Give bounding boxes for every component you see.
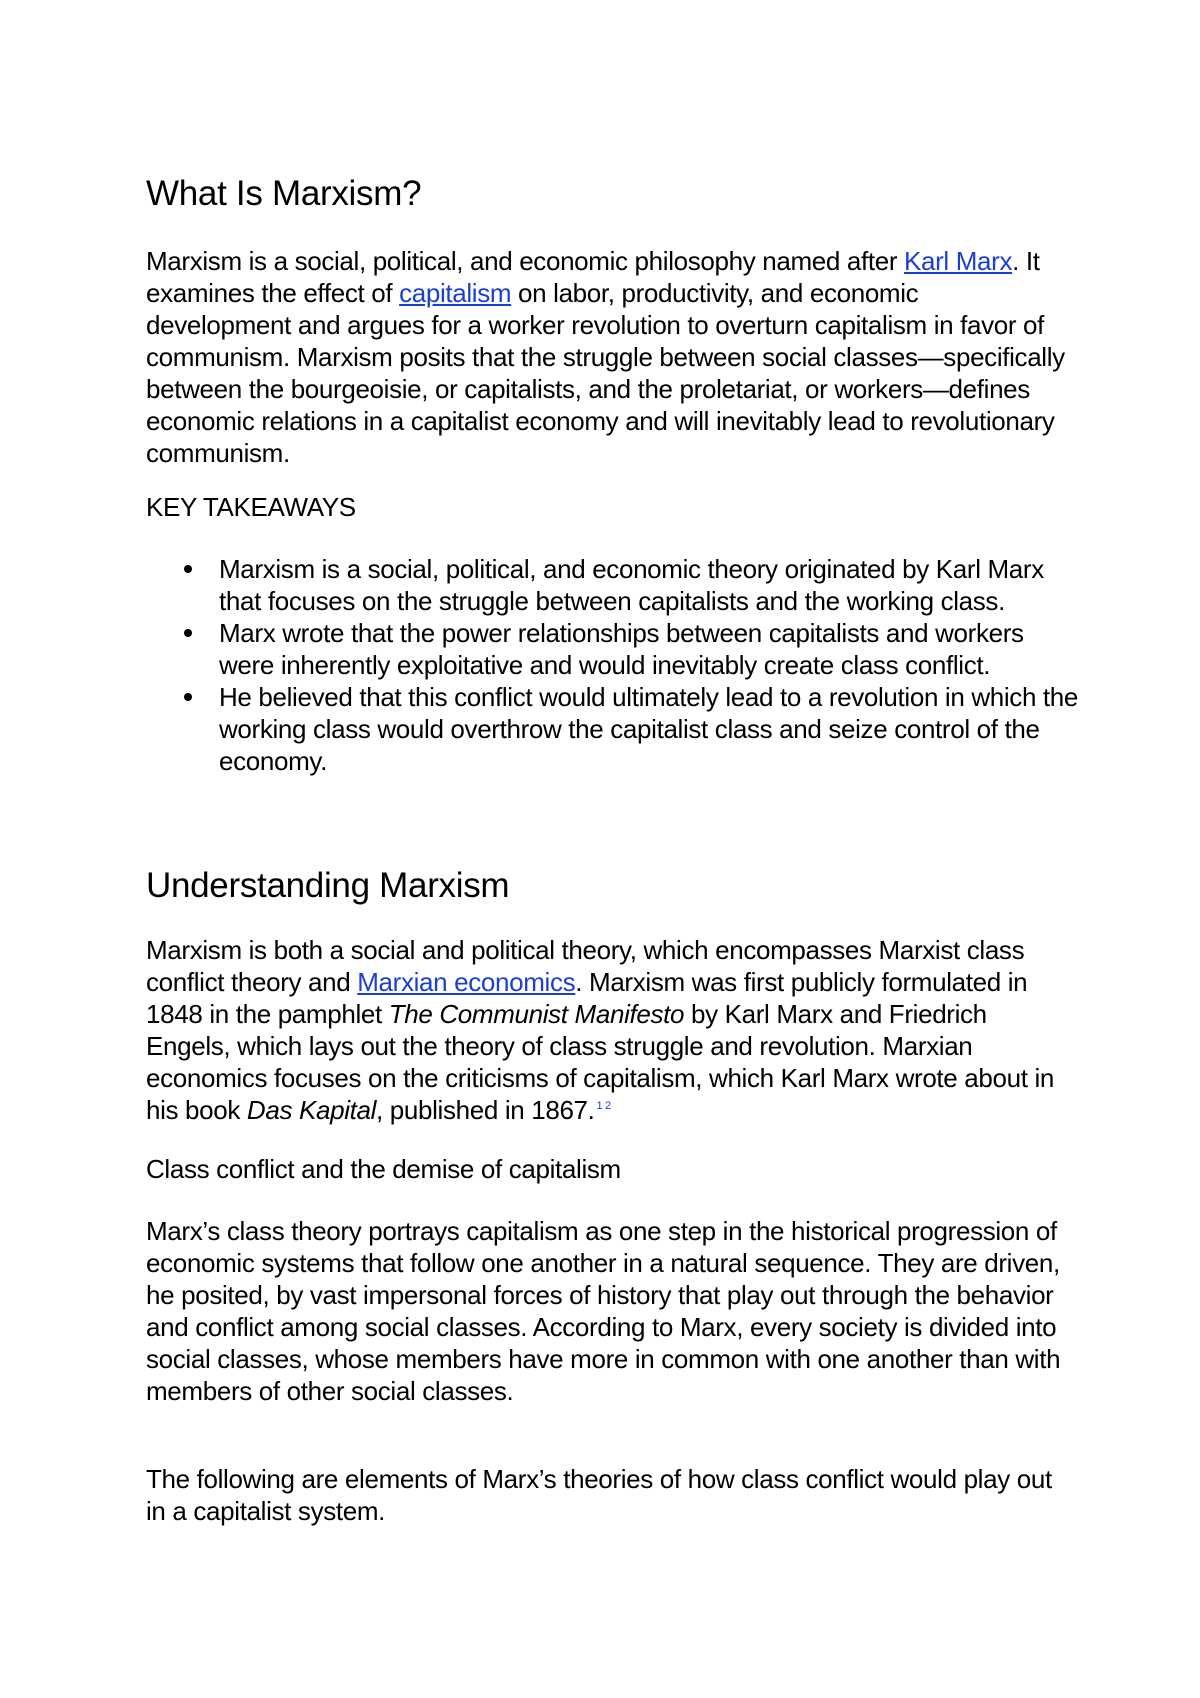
heading-what-is-marxism: What Is Marxism?	[146, 174, 422, 213]
title-communist-manifesto: The Communist Manifesto	[388, 999, 685, 1029]
bullet-icon	[184, 629, 192, 637]
link-marxian-economics[interactable]: Marxian economics	[357, 967, 576, 997]
bullet-icon	[184, 693, 192, 701]
subheading-class-conflict: Class conflict and the demise of capitalism	[146, 1154, 621, 1184]
class-theory-paragraph: Marx’s class theory portrays capitalism as one step in the historical progression of economic systems that follow one another in a natural sequence. They are driven, he posited, by vast impersonal forces of history that play out through the behavior and conflict among social classes. According to Marx, every society is divided into social classes, whose members have more in common with one another than with members of other social classes.	[146, 1216, 1061, 1406]
following-elements-paragraph: The following are elements of Marx’s theories of how class conflict would play out in a capitalist system.	[146, 1464, 1052, 1526]
key-takeaways-list	[146, 553, 1079, 777]
reference-markers[interactable]: 1 2	[596, 1100, 611, 1113]
takeaway-item: He believed that this conflict would ultimately lead to a revolution in which the working class would overthrow the capitalist class and seize control of the economy.	[146, 681, 1079, 777]
intro-paragraph: Marxism is a social, political, and economic philosophy named after Karl Marx. It examines the effect of capitalism on labor, productivity, and economic development and argues for a worker revolution to overturn capitalism in favor of communism. Marxism posits that the struggle between social classes—specifically between the bourgeoisie, or capitalists, and the proletariat, or workers—defines economic relations in a capitalist economy and will inevitably lead to revolutionary communism.	[146, 246, 1065, 468]
key-takeaways-label: KEY TAKEAWAYS	[146, 492, 356, 522]
heading-understanding-marxism: Understanding Marxism	[146, 866, 510, 905]
understanding-paragraph: Marxism is both a social and political theory, which encompasses Marxist class conflict theory and Marxian economics. Marxism was first publicly formulated in 1848 in the pamphlet The Communist Manifesto by Karl Marx and Friedrich Engels, which lays out the theory of class struggle and revolution. Marxian economics focuses on the criticisms of capitalism, which Karl Marx wrote about in his book Das Kapital, published in 1867. $^{1 2}$	[146, 935, 1055, 1125]
link-capitalism[interactable]: capitalism	[399, 278, 512, 308]
bullet-icon	[184, 565, 192, 573]
takeaway-item: Marx wrote that the power relationships between capitalists and workers were inherently exploitative and would inevitably create class conflict.	[146, 617, 1079, 681]
takeaway-item: Marxism is a social, political, and economic theory originated by Karl Marx that focuses on the struggle between capitalists and the working class.	[146, 553, 1079, 617]
title-das-kapital: Das Kapital	[246, 1095, 377, 1125]
link-karl-marx[interactable]: Karl Marx	[904, 246, 1013, 276]
